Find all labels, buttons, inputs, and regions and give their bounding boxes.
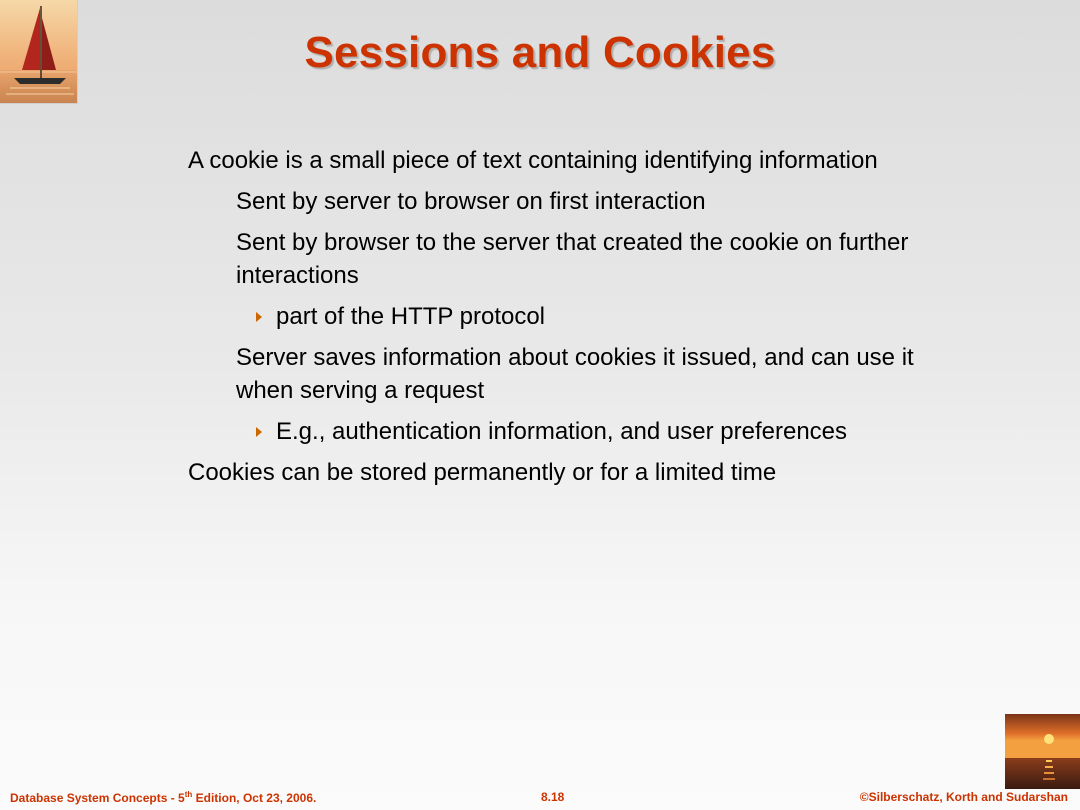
footer-book-title-suffix: Edition, Oct 23, 2006. (192, 791, 317, 805)
sunset-logo-icon (1005, 714, 1080, 789)
slide-title: Sessions and Cookies (304, 28, 776, 77)
bullet-cookie-definition: A cookie is a small piece of text containing identifying information (188, 147, 878, 174)
bullet-storage-duration: Cookies can be stored permanently or for a limited time (188, 459, 777, 486)
bullet-http-protocol-text: part of the HTTP protocol (276, 303, 546, 330)
footer-page-number: 8.18 (541, 790, 565, 804)
footer-book-title-prefix: Database System Concepts - 5 (10, 791, 185, 805)
bullet-arrow-icon (256, 312, 262, 322)
bullet-sent-by-server: Sent by server to browser on first interaction (236, 188, 706, 215)
footer-book-title-superscript: th (184, 790, 193, 799)
bullet-example (256, 415, 948, 448)
bullet-http-protocol (256, 300, 948, 333)
bullet-example-text: E.g., authentication information, and user preferences (276, 418, 848, 445)
bullet-arrow-icon (256, 427, 262, 437)
bullet-sent-by-browser: Sent by browser to the server that created the cookie on further interactions (236, 229, 909, 289)
footer-copyright: ©Silberschatz, Korth and Sudarshan (859, 790, 1068, 804)
footer-book-title (10, 790, 316, 806)
bullet-server-saves: Server saves information about cookies it issued, and can use it when serving a request (236, 344, 914, 404)
slide-content (188, 144, 948, 497)
